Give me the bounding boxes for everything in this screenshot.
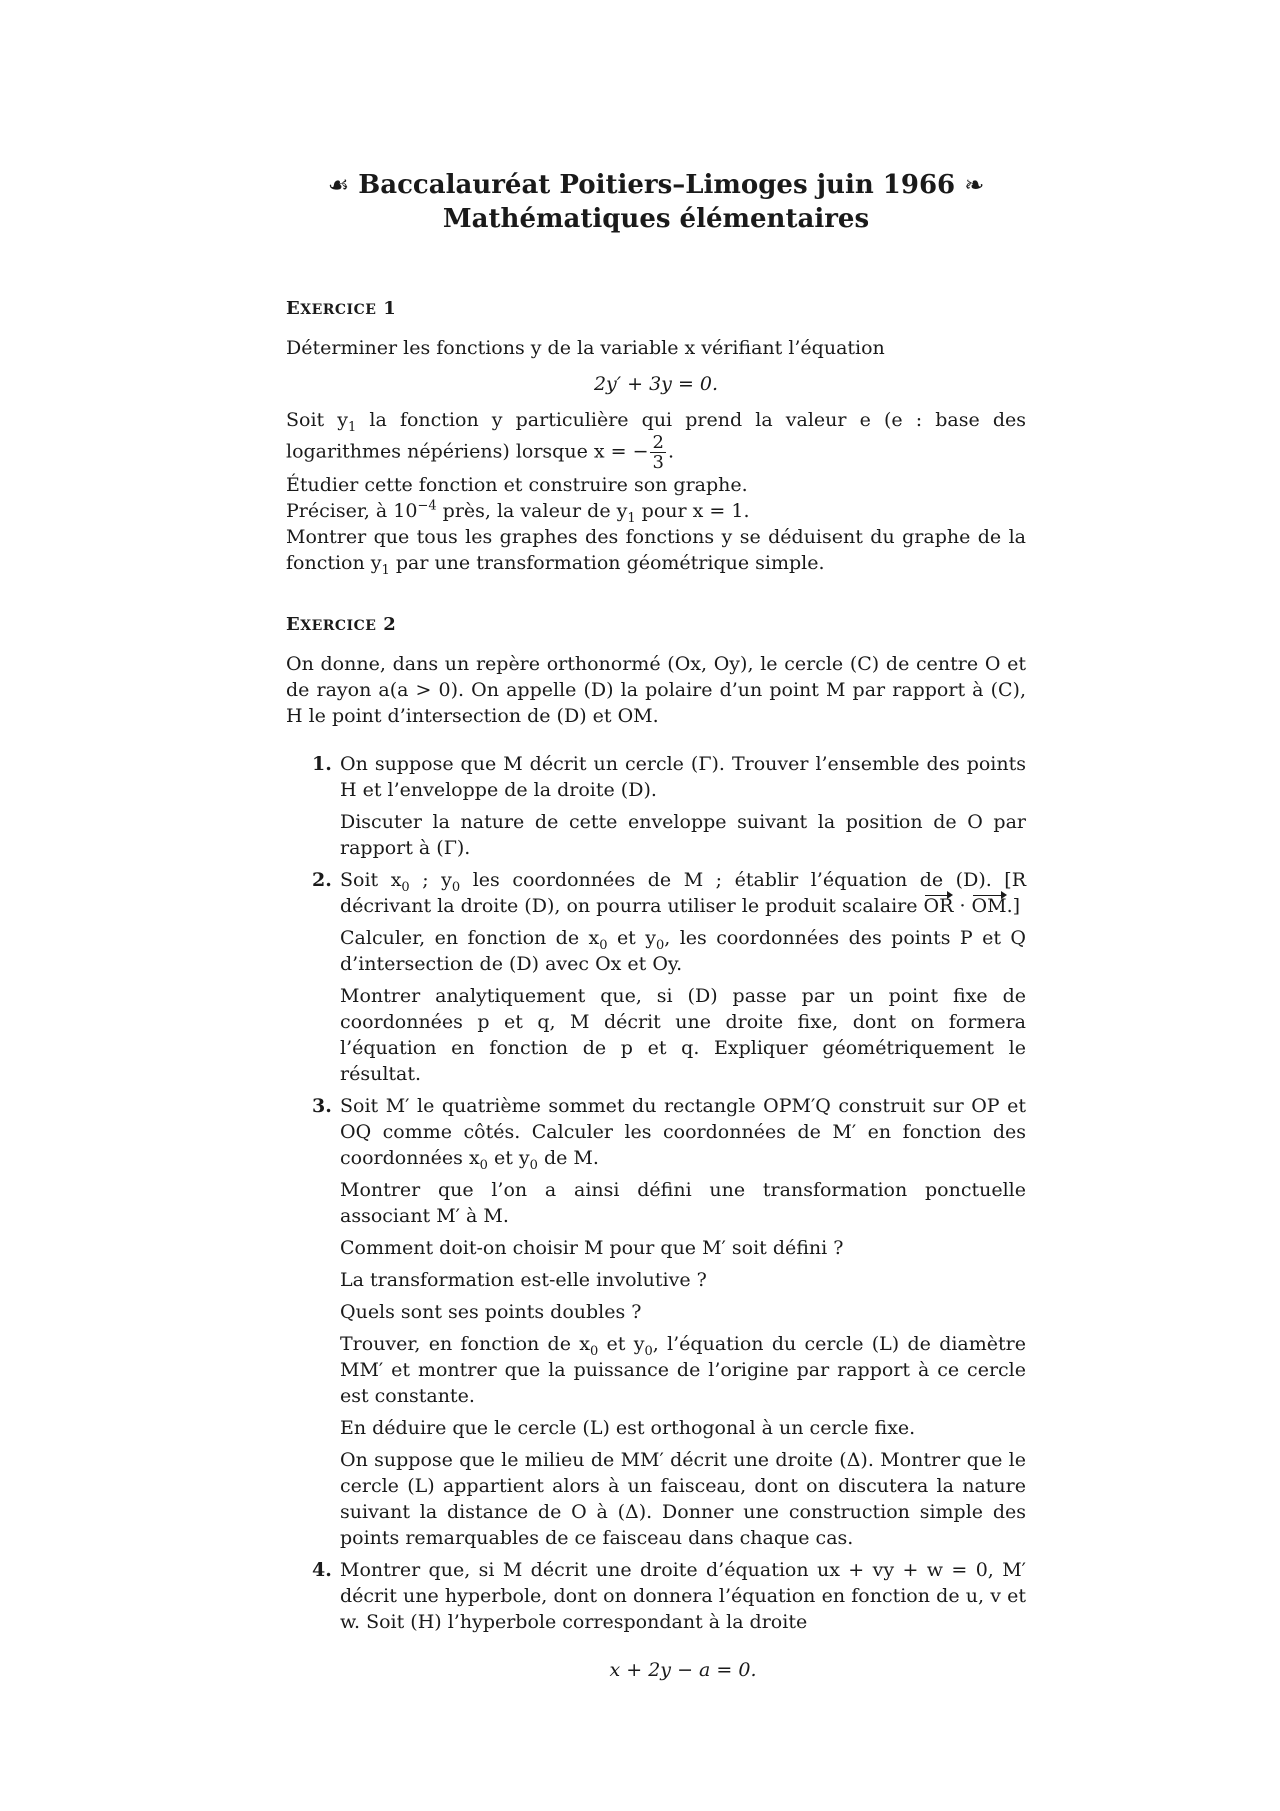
title-text: Baccalauréat Poitiers–Limoges juin 1966 <box>358 170 956 200</box>
question-3: 3. Soit M′ le quatrième sommet du rectangle OPM′Q construit sur OP et OQ comme côtés. Calculer les coordonnées de M′ en fonction des coordonnées $x_0$ et $y_0$ de M. Montrer que l’on a ainsi défini une transformation ponctuelle associant M′ à M. Comment doit-on choisir M pour que M′ soit défini ? La transformation est-elle involutive ? Quels sont ses points doubles ? Trouver, en fonction de $x_0$ et $y_0$, l’équation du cercle (L) de diamètre MM′ et montrer que la puissance de l’origine par rapport à ce cercle est constante. En déduire que le cercle (L) est orthogonal à un cercle fixe. On suppose que le milieu de MM′ décrit une droite (Δ). Montrer que le cercle (L) appartient alors à un faisceau, dont on discutera la nature suivant la distance de O à (Δ). Donner une construction simple des points remarquables de ce faisceau dans chaque cas. <box>312 1095 1026 1549</box>
fraction: $\frac{2}{3}$ <box>652 432 664 473</box>
right-ornament-icon: ❧ <box>964 171 985 199</box>
exercise-1-line-4: Préciser, à $10^{-4}$ près, la valeur de $y_1$ pour x = 1. <box>286 498 750 526</box>
title-line-1 <box>286 168 1026 202</box>
exercise-1-paragraph-2: Soit $y_1$ la fonction y particulière qui prend la valeur e (e : base des logarithmes népériens) lorsque x = − $\frac{2}{3}$ . <box>286 409 1026 473</box>
exercise-1-equation: 2y′ + 3y = 0. <box>593 373 719 395</box>
document-body <box>286 168 1026 1693</box>
question-4: 4. Montrer que, si M décrit une droite d’équation ux + vy + w = 0, M′ décrit une hyperbole, dont on donnera l’équation en fonction de u, v et w. Soit (H) l’hyperbole correspondant à la droite x + 2y − a = 0. <box>312 1559 1026 1681</box>
exercise-1-intro: Déterminer les fonctions y de la variable x vérifiant l’équation <box>286 337 885 359</box>
vector-om: OM <box>971 895 1007 917</box>
exercise-2-heading: EXERCICE 2 <box>286 614 397 635</box>
exercise-2-question-list <box>286 751 1026 1683</box>
exercise-1-heading: EXERCICE 1 <box>286 298 397 319</box>
question-4-equation: x + 2y − a = 0. <box>609 1659 757 1681</box>
vector-or: OR <box>923 895 954 917</box>
question-1: 1. On suppose que M décrit un cercle (Γ). Trouver l’ensemble des points H et l’enveloppe de la droite (D). Discuter la nature de cette enveloppe suivant la position de O par rapport à (Γ). <box>312 753 1026 859</box>
left-ornament-icon: ☙ <box>327 171 350 199</box>
title-line-2: Mathématiques élémentaires <box>442 204 870 234</box>
exercise-2-intro: On donne, dans un repère orthonormé (Ox, Oy), le cercle (C) de centre O et de rayon a(a > 0). On appelle (D) la polaire d’un point M par rapport à (C), H le point d’intersection de (D) et OM. <box>286 653 1026 727</box>
page-title <box>286 168 1026 236</box>
exercise-1-line-3: Étudier cette fonction et construire son graphe. <box>286 474 748 496</box>
exercise-1-line-5: Montrer que tous les graphes des fonctions y se déduisent du graphe de la fonction $y_1$ par une transformation géométrique simple. <box>286 526 1026 578</box>
question-2: 2. Soit $x_0$ ; $y_0$ les coordonnées de M ; établir l’équation de (D). [R décrivant la droite (D), on pourra utiliser le produit scalaire OR · OM.] Calculer, en fonction de $x_0$ et $y_0$, les coordonnées des points P et Q d’intersection de (D) avec Ox et Oy. Montrer analytiquement que, si (D) passe par un point fixe de coordonnées p et q, M décrit une droite fixe, dont on formera l’équation en fonction de p et q. Expliquer géométriquement le résultat. <box>312 869 1027 1085</box>
